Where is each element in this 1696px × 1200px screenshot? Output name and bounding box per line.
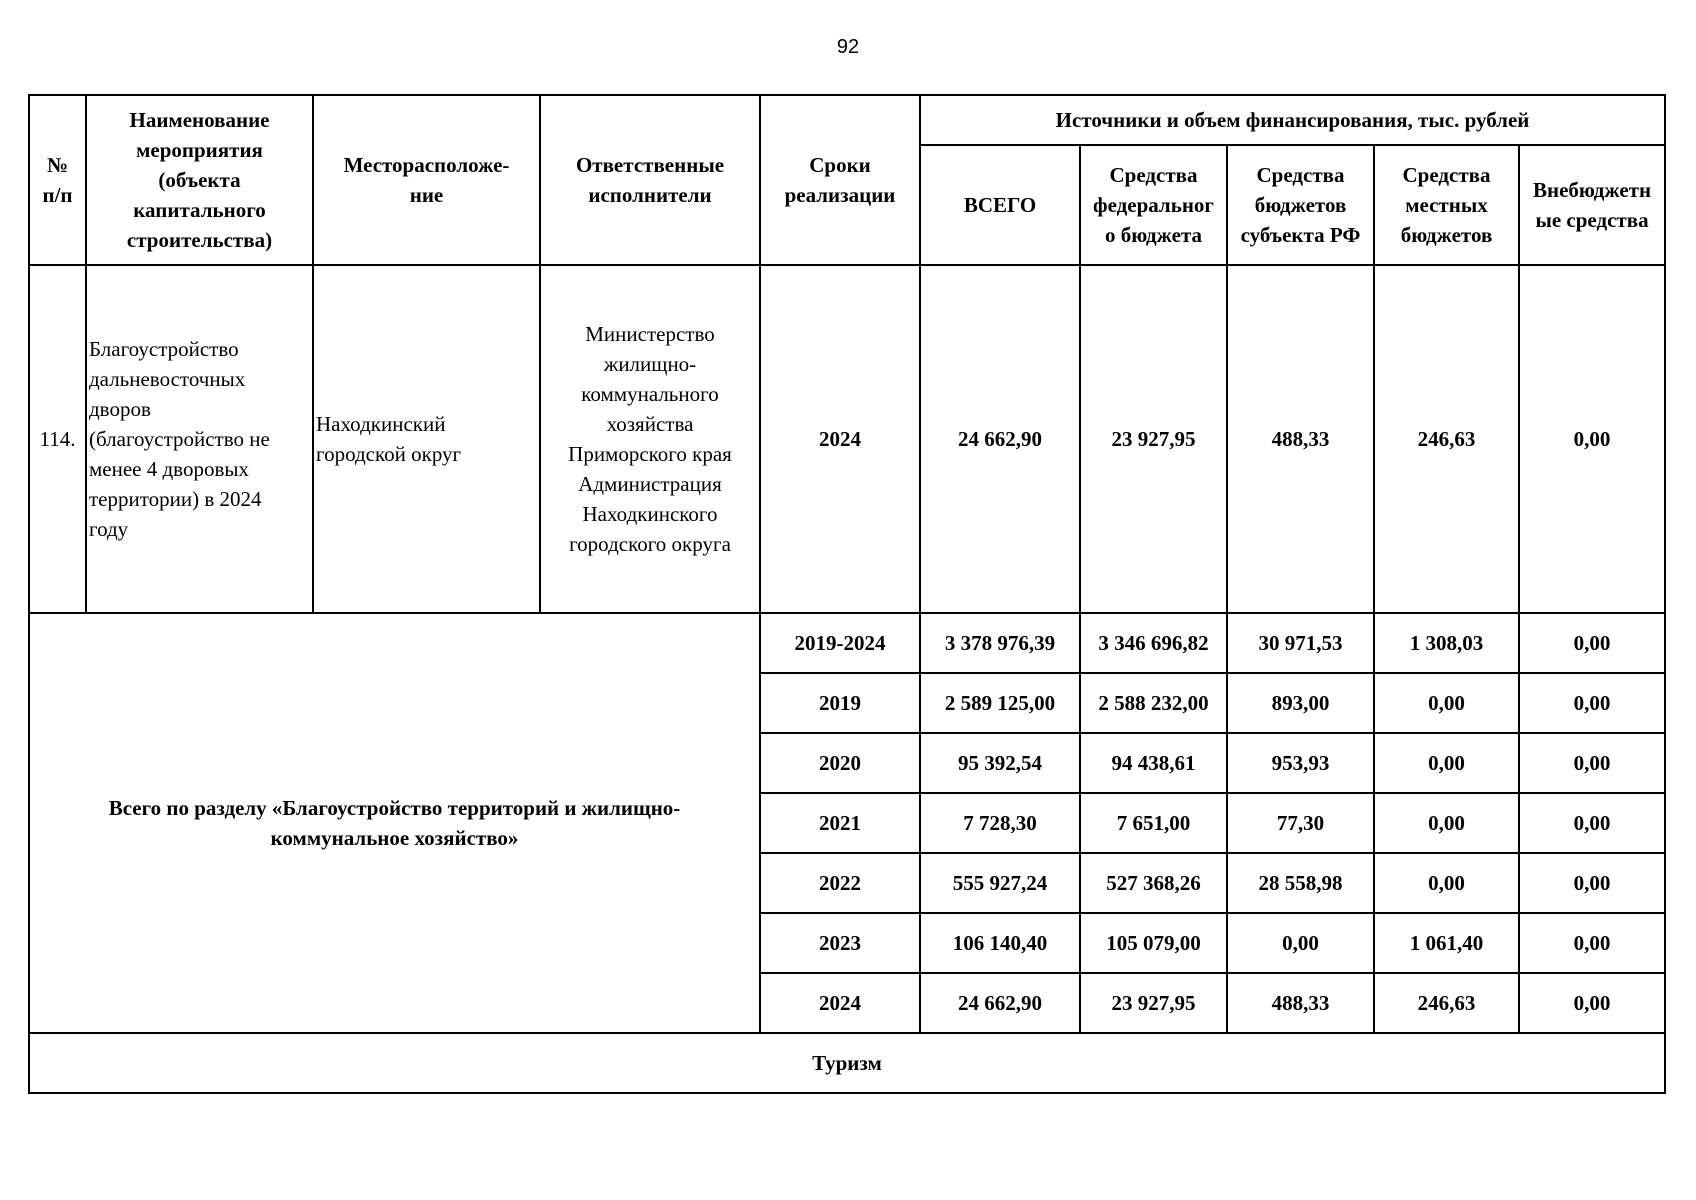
summary-federal: 2 588 232,00 xyxy=(1080,673,1227,733)
summary-extra: 0,00 xyxy=(1519,973,1665,1033)
row-num: 114. xyxy=(29,265,86,613)
header-executors: Ответственные исполнители xyxy=(540,95,760,265)
summary-local: 0,00 xyxy=(1374,673,1519,733)
summary-total: 106 140,40 xyxy=(920,913,1080,973)
row-executors: Министерство жилищно- коммунального хозяйства Приморского края Администрация Находкинского городского округа xyxy=(540,265,760,613)
summary-extra: 0,00 xyxy=(1519,793,1665,853)
table-row-114 xyxy=(29,265,1665,613)
row-name: Благоустройство дальневосточных дворов (благоустройство не менее 4 дворовых территории) в 2024 году xyxy=(86,265,313,613)
summary-label: Всего по разделу «Благоустройство территорий и жилищно- коммунальное хозяйство» xyxy=(29,613,760,1033)
row-extra: 0,00 xyxy=(1519,265,1665,613)
summary-term: 2019-2024 xyxy=(760,613,920,673)
header-row-1 xyxy=(29,95,1665,145)
header-local: Средства местных бюджетов xyxy=(1374,145,1519,265)
summary-term: 2023 xyxy=(760,913,920,973)
summary-term: 2019 xyxy=(760,673,920,733)
row-regional: 488,33 xyxy=(1227,265,1374,613)
summary-extra: 0,00 xyxy=(1519,733,1665,793)
row-local: 246,63 xyxy=(1374,265,1519,613)
summary-local: 246,63 xyxy=(1374,973,1519,1033)
summary-local: 0,00 xyxy=(1374,793,1519,853)
summary-local: 1 061,40 xyxy=(1374,913,1519,973)
summary-regional: 488,33 xyxy=(1227,973,1374,1033)
summary-extra: 0,00 xyxy=(1519,613,1665,673)
header-extra: Внебюджетн ые средства xyxy=(1519,145,1665,265)
summary-federal: 23 927,95 xyxy=(1080,973,1227,1033)
summary-regional: 28 558,98 xyxy=(1227,853,1374,913)
header-federal: Средства федеральног о бюджета xyxy=(1080,145,1227,265)
section-title: Туризм xyxy=(29,1033,1665,1093)
summary-total: 95 392,54 xyxy=(920,733,1080,793)
summary-local: 1 308,03 xyxy=(1374,613,1519,673)
header-num: № п/п xyxy=(29,95,86,265)
summary-federal: 94 438,61 xyxy=(1080,733,1227,793)
financing-table xyxy=(28,94,1666,1094)
row-term: 2024 xyxy=(760,265,920,613)
summary-extra: 0,00 xyxy=(1519,853,1665,913)
summary-total: 7 728,30 xyxy=(920,793,1080,853)
header-funding-group: Источники и объем финансирования, тыс. рублей xyxy=(920,95,1665,145)
row-federal: 23 927,95 xyxy=(1080,265,1227,613)
header-regional: Средства бюджетов субъекта РФ xyxy=(1227,145,1374,265)
summary-regional: 893,00 xyxy=(1227,673,1374,733)
summary-row xyxy=(29,613,1665,673)
summary-term: 2020 xyxy=(760,733,920,793)
summary-regional: 30 971,53 xyxy=(1227,613,1374,673)
summary-federal: 3 346 696,82 xyxy=(1080,613,1227,673)
summary-regional: 77,30 xyxy=(1227,793,1374,853)
header-name: Наименование мероприятия (объекта капитального строительства) xyxy=(86,95,313,265)
summary-local: 0,00 xyxy=(1374,853,1519,913)
summary-extra: 0,00 xyxy=(1519,673,1665,733)
summary-extra: 0,00 xyxy=(1519,913,1665,973)
summary-federal: 7 651,00 xyxy=(1080,793,1227,853)
row-total: 24 662,90 xyxy=(920,265,1080,613)
summary-term: 2022 xyxy=(760,853,920,913)
summary-federal: 527 368,26 xyxy=(1080,853,1227,913)
summary-local: 0,00 xyxy=(1374,733,1519,793)
header-terms: Сроки реализации xyxy=(760,95,920,265)
header-total: ВСЕГО xyxy=(920,145,1080,265)
summary-regional: 0,00 xyxy=(1227,913,1374,973)
summary-term: 2024 xyxy=(760,973,920,1033)
summary-federal: 105 079,00 xyxy=(1080,913,1227,973)
summary-regional: 953,93 xyxy=(1227,733,1374,793)
summary-total: 3 378 976,39 xyxy=(920,613,1080,673)
row-location: Находкинский городской округ xyxy=(313,265,540,613)
summary-total: 24 662,90 xyxy=(920,973,1080,1033)
summary-term: 2021 xyxy=(760,793,920,853)
header-location: Месторасположе- ние xyxy=(313,95,540,265)
page-number: 92 xyxy=(836,36,860,58)
section-row xyxy=(29,1033,1665,1093)
summary-total: 555 927,24 xyxy=(920,853,1080,913)
summary-total: 2 589 125,00 xyxy=(920,673,1080,733)
